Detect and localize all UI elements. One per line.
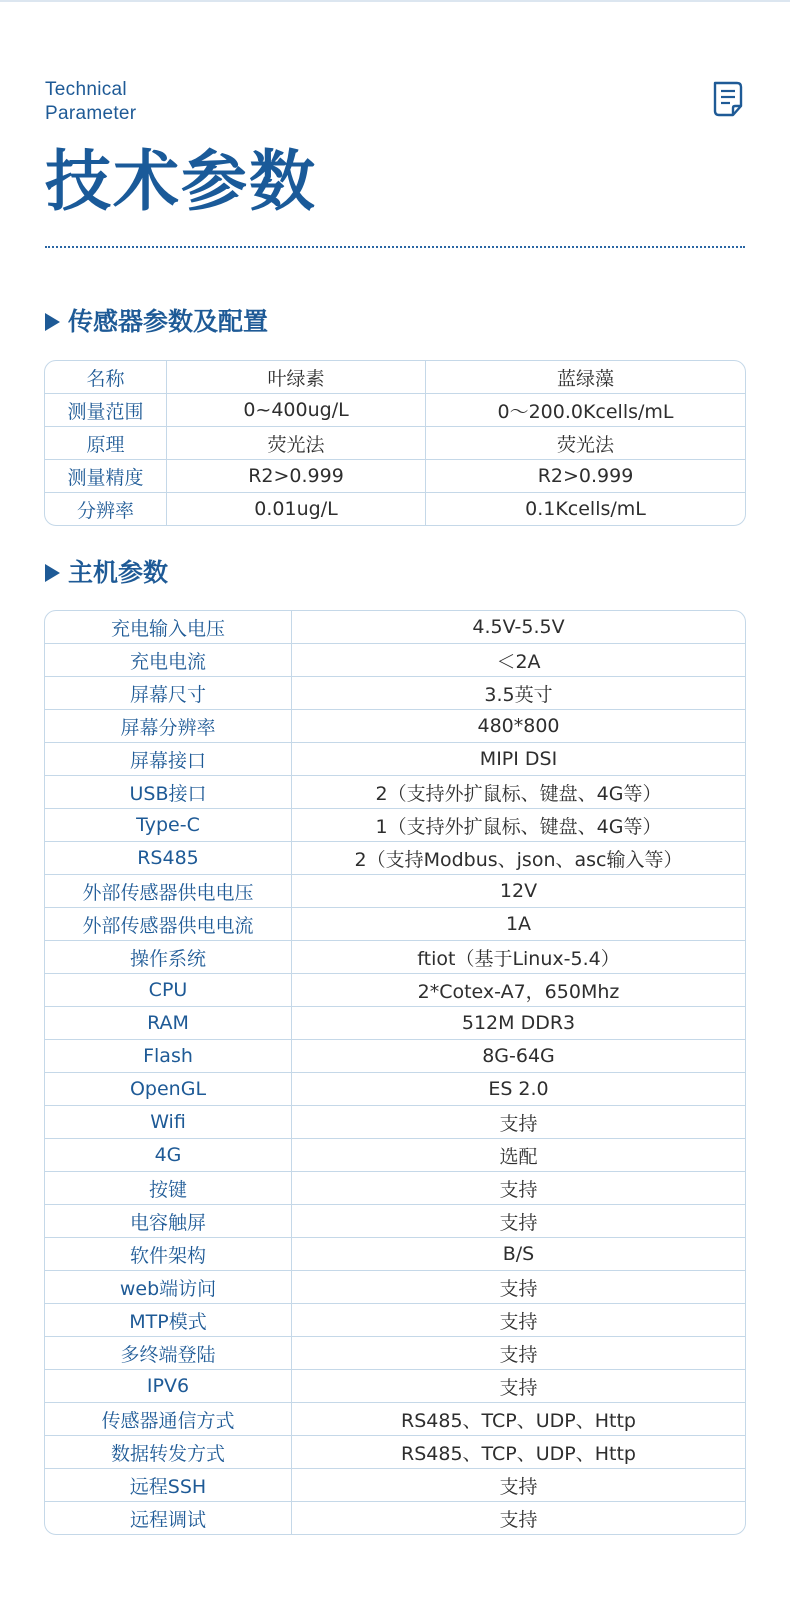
table-row	[45, 1502, 745, 1534]
table-cell: 480*800	[292, 710, 745, 743]
table-cell: 荧光法	[426, 427, 745, 460]
row-label: 电容触屏	[45, 1205, 292, 1238]
table-row	[45, 842, 745, 875]
table-cell: 支持	[292, 1370, 745, 1403]
row-label: web端访问	[45, 1271, 292, 1304]
top-rule	[0, 0, 790, 2]
column-header: 名称	[45, 361, 167, 394]
table-cell: 0～200.0Kcells/mL	[426, 394, 745, 427]
table-row	[45, 1205, 745, 1238]
table-row	[45, 1007, 745, 1040]
english-title-line2: Parameter	[45, 103, 137, 124]
triangle-bullet-icon	[45, 564, 60, 582]
table-row	[45, 1304, 745, 1337]
table-row	[45, 809, 745, 842]
table-cell: 支持	[292, 1172, 745, 1205]
row-label: 充电电流	[45, 644, 292, 677]
table-cell: R2>0.999	[167, 460, 426, 493]
table-cell: 支持	[292, 1106, 745, 1139]
table-cell: 1（支持外扩鼠标、键盘、4G等）	[292, 809, 745, 842]
table-row	[45, 1370, 745, 1403]
row-label: USB接口	[45, 776, 292, 809]
page-title: 技术参数	[45, 142, 317, 220]
sensor-section-title: 传感器参数及配置	[68, 307, 269, 336]
table-cell: ftiot（基于Linux-5.4）	[292, 941, 745, 974]
table-cell: 12V	[292, 875, 745, 908]
table-row	[45, 974, 745, 1007]
column-header: 蓝绿藻	[426, 361, 745, 394]
host-parameter-table	[44, 610, 746, 1535]
document-icon	[711, 80, 745, 118]
table-row	[45, 427, 745, 460]
row-label: 屏幕接口	[45, 743, 292, 776]
table-row	[45, 394, 745, 427]
table-cell: 支持	[292, 1469, 745, 1502]
table-row	[45, 1403, 745, 1436]
table-row	[45, 1073, 745, 1106]
row-label: 外部传感器供电电压	[45, 875, 292, 908]
row-label: 充电输入电压	[45, 611, 292, 644]
table-cell: 支持	[292, 1271, 745, 1304]
table-cell: 0~400ug/L	[167, 394, 426, 427]
row-label: OpenGL	[45, 1073, 292, 1106]
table-cell: 支持	[292, 1337, 745, 1370]
table-cell: 2*Cotex-A7，650Mhz	[292, 974, 745, 1007]
row-label: Flash	[45, 1040, 292, 1073]
table-cell: 0.01ug/L	[167, 493, 426, 525]
table-cell: 1A	[292, 908, 745, 941]
table-cell: RS485、TCP、UDP、Http	[292, 1403, 745, 1436]
table-row	[45, 1139, 745, 1172]
row-label: MTP模式	[45, 1304, 292, 1337]
row-label: 传感器通信方式	[45, 1403, 292, 1436]
table-cell: MIPI DSI	[292, 743, 745, 776]
table-cell: 选配	[292, 1139, 745, 1172]
column-header: 叶绿素	[167, 361, 426, 394]
row-label: 分辨率	[45, 493, 167, 525]
row-label: 操作系统	[45, 941, 292, 974]
row-label: 远程调试	[45, 1502, 292, 1534]
table-cell: 3.5英寸	[292, 677, 745, 710]
row-label: RAM	[45, 1007, 292, 1040]
table-cell: ＜2A	[292, 644, 745, 677]
table-cell: 2（支持Modbus、json、asc输入等）	[292, 842, 745, 875]
host-section-title: 主机参数	[68, 558, 169, 587]
table-row	[45, 611, 745, 644]
host-section-heading	[45, 557, 168, 589]
table-row	[45, 908, 745, 941]
row-label: 数据转发方式	[45, 1436, 292, 1469]
table-cell: 4.5V-5.5V	[292, 611, 745, 644]
row-label: 屏幕尺寸	[45, 677, 292, 710]
row-label: IPV6	[45, 1370, 292, 1403]
table-row	[45, 1436, 745, 1469]
table-row	[45, 776, 745, 809]
table-row	[45, 941, 745, 974]
row-label: 屏幕分辨率	[45, 710, 292, 743]
table-cell: B/S	[292, 1238, 745, 1271]
table-row	[45, 644, 745, 677]
table-cell: R2>0.999	[426, 460, 745, 493]
table-row	[45, 1271, 745, 1304]
page-header	[45, 78, 745, 126]
table-cell: ES 2.0	[292, 1073, 745, 1106]
row-label: 软件架构	[45, 1238, 292, 1271]
row-label: 多终端登陆	[45, 1337, 292, 1370]
table-cell: 支持	[499, 1508, 538, 1531]
english-title-line1: Technical	[45, 79, 127, 100]
table-cell: 8G-64G	[292, 1040, 745, 1073]
table-row	[45, 677, 745, 710]
table-cell: 荧光法	[167, 427, 426, 460]
table-row	[45, 875, 745, 908]
row-label: 按键	[45, 1172, 292, 1205]
row-label: 4G	[45, 1139, 292, 1172]
table-row	[45, 1040, 745, 1073]
table-cell: 0.1Kcells/mL	[525, 498, 646, 520]
sensor-section-heading	[45, 306, 268, 338]
table-row	[45, 493, 745, 525]
table-row	[45, 1238, 745, 1271]
row-label: 测量精度	[45, 460, 167, 493]
table-row	[45, 1172, 745, 1205]
table-cell: RS485、TCP、UDP、Http	[292, 1436, 745, 1469]
row-label: 测量范围	[45, 394, 167, 427]
triangle-bullet-icon	[45, 313, 60, 331]
row-label: 原理	[45, 427, 167, 460]
table-cell: 支持	[292, 1205, 745, 1238]
row-label: Wifi	[45, 1106, 292, 1139]
table-row	[45, 1469, 745, 1502]
table-cell: 支持	[292, 1304, 745, 1337]
table-row	[45, 1337, 745, 1370]
table-row	[45, 460, 745, 493]
table-row	[45, 710, 745, 743]
dotted-divider	[45, 246, 745, 248]
table-row	[45, 1106, 745, 1139]
row-label: CPU	[45, 974, 292, 1007]
row-label: Type-C	[45, 809, 292, 842]
table-header-row	[45, 361, 745, 394]
row-label: 远程SSH	[45, 1469, 292, 1502]
sensor-parameter-table	[44, 360, 746, 526]
table-row	[45, 743, 745, 776]
table-cell: 512M DDR3	[292, 1007, 745, 1040]
table-cell: 2（支持外扩鼠标、键盘、4G等）	[292, 776, 745, 809]
row-label: RS485	[45, 842, 292, 875]
row-label: 外部传感器供电电流	[45, 908, 292, 941]
